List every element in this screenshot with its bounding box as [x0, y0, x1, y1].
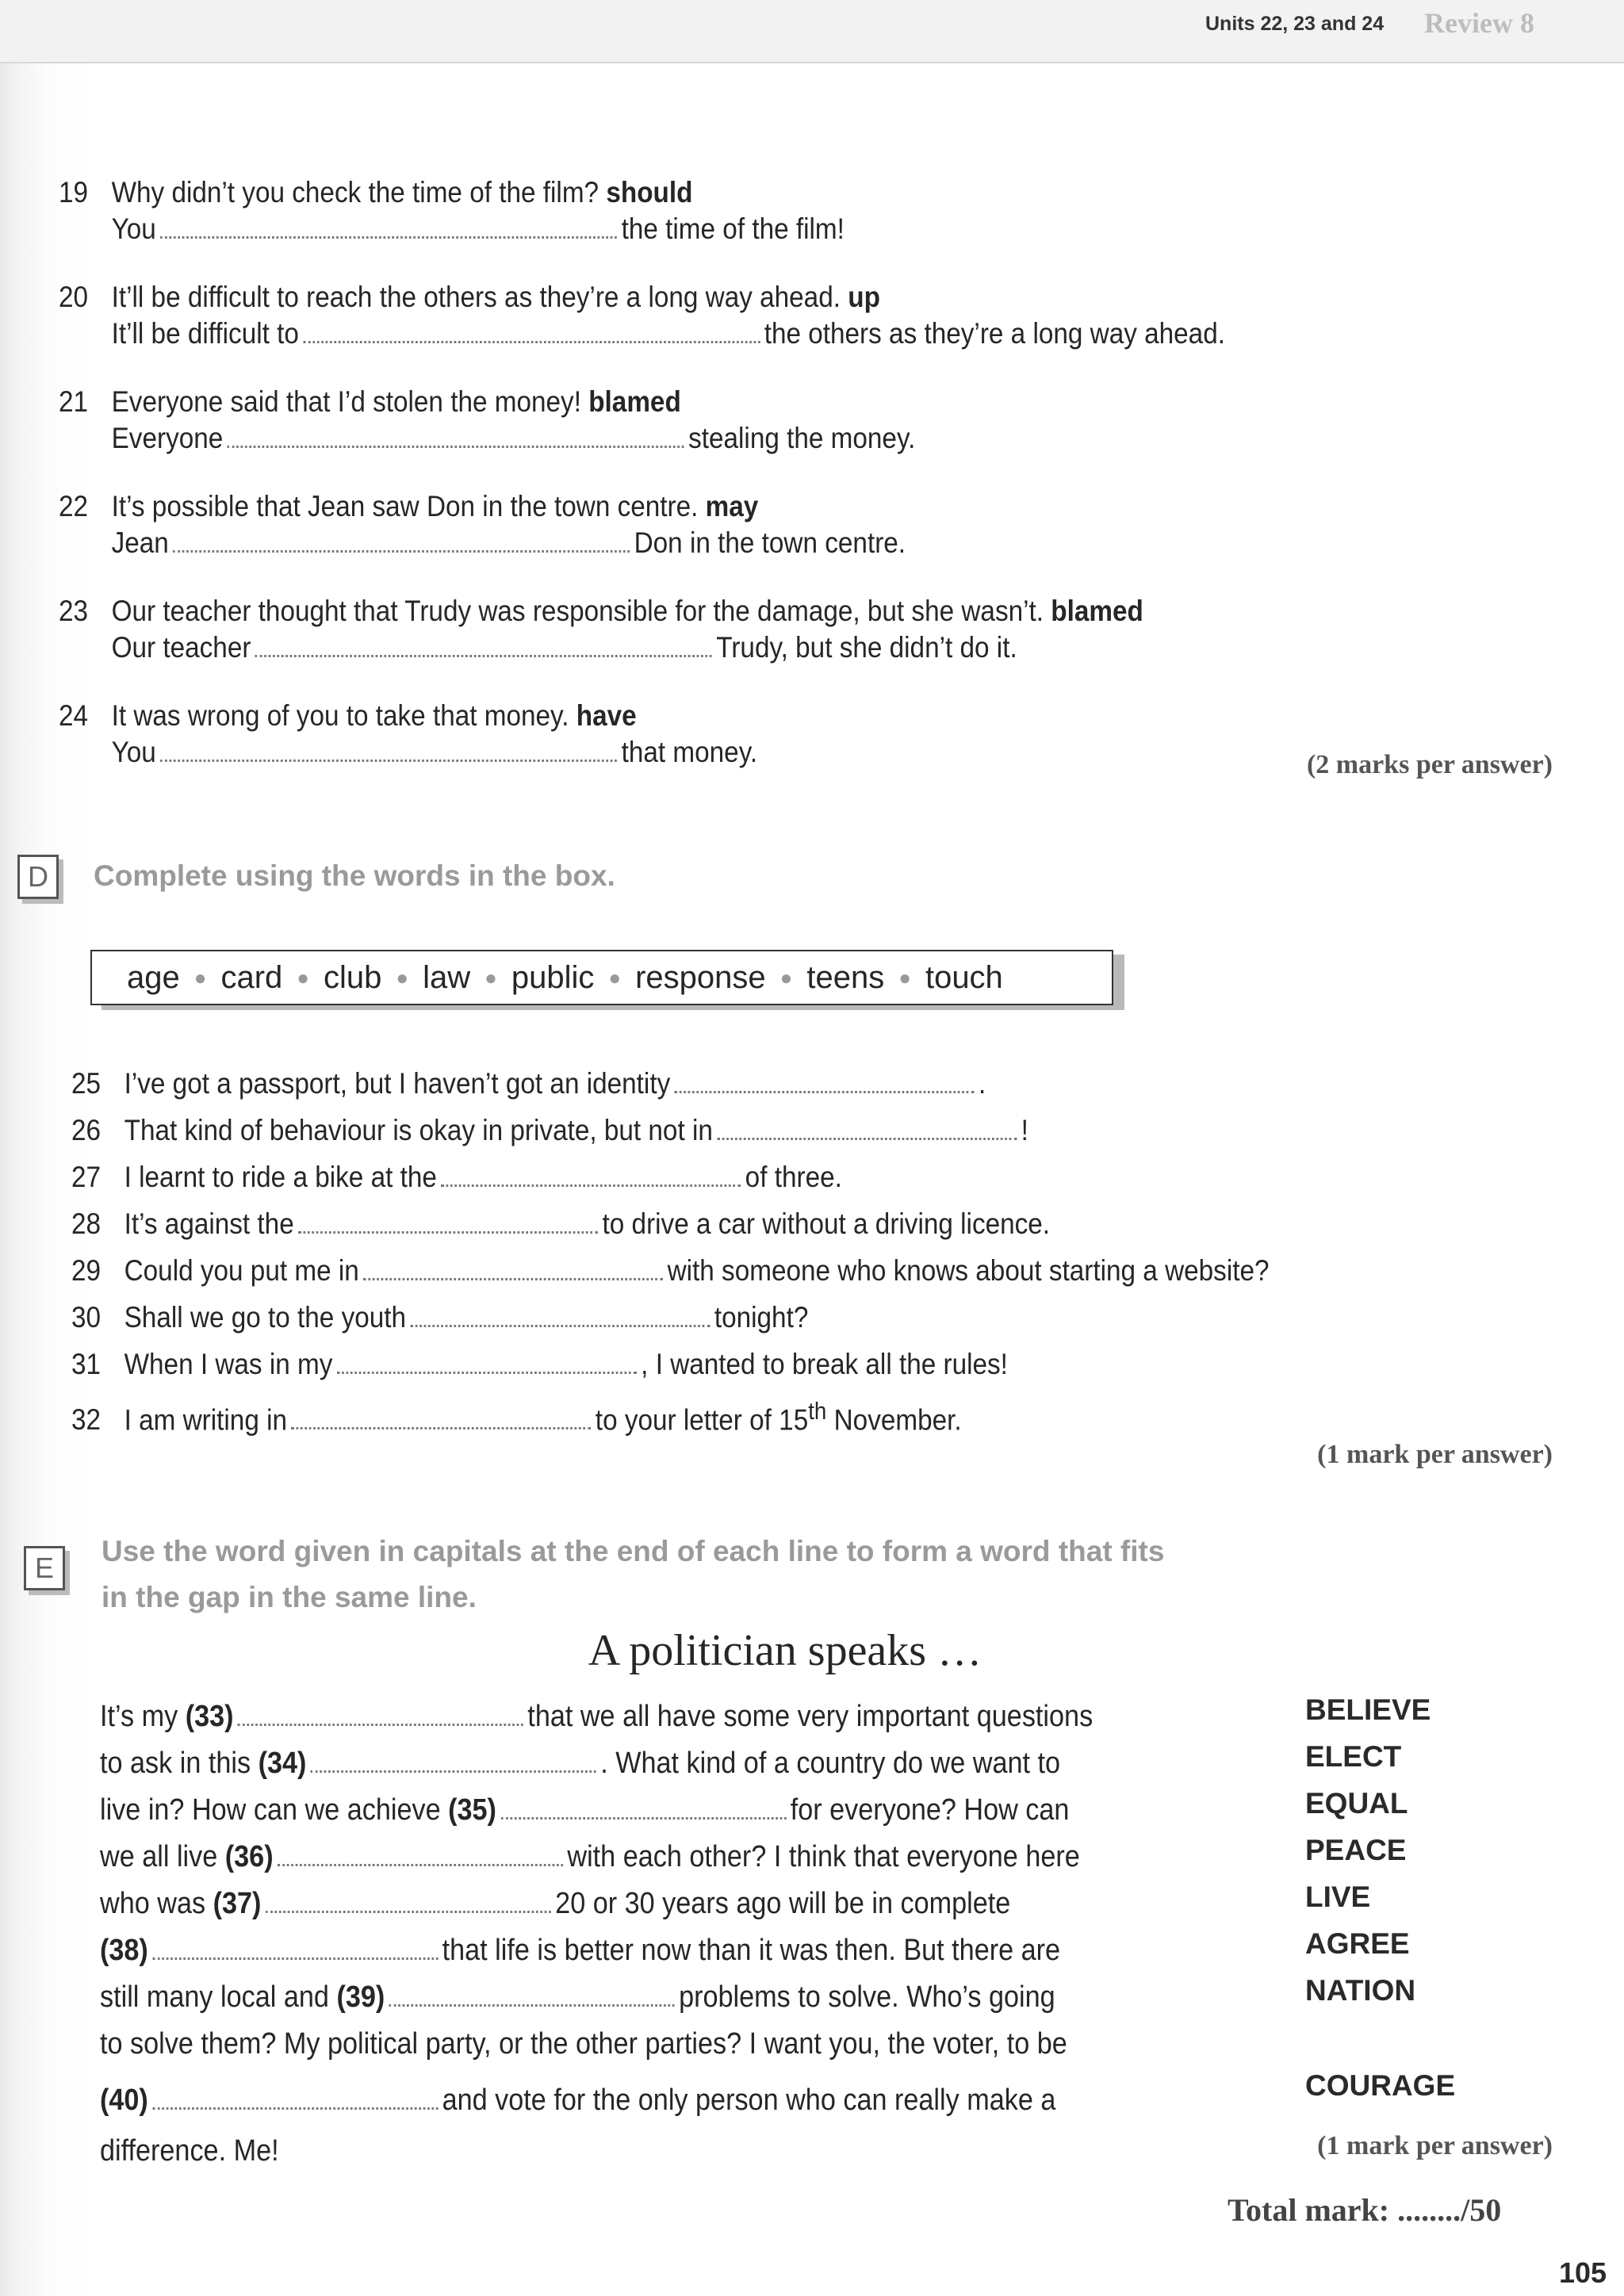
question-30: 30 Shall we go to the youth tonight? [71, 1301, 809, 1334]
answer-blank[interactable] [160, 753, 617, 762]
section-e-letter: E [24, 1546, 65, 1590]
answer-blank[interactable] [160, 230, 617, 239]
passage-line-5: who was (37) 20 or 30 years ago will be in complete [100, 1887, 1011, 1920]
word-age: age [127, 959, 180, 995]
bullet-icon: ● [485, 965, 497, 989]
answer-blank[interactable] [311, 1764, 596, 1773]
answer-blank[interactable] [291, 1421, 591, 1429]
bullet-icon: ● [608, 965, 622, 989]
passage-line-9: (40) and vote for the only person who can really make a [100, 2084, 1056, 2117]
capital-word: LIVE [1305, 1881, 1371, 1913]
answer-blank[interactable] [152, 2101, 438, 2110]
passage-line-10: difference. Me! [100, 2134, 279, 2168]
capital-word: EQUAL [1305, 1787, 1408, 1820]
question-32: 32 I am writing in to your letter of 15th November. [71, 1397, 962, 1437]
word-club: club [324, 959, 382, 995]
word-public: public [511, 959, 595, 995]
passage-title: A politician speaks … [588, 1626, 982, 1675]
passage-line-3: live in? How can we achieve (35) for everyone? How can [100, 1793, 1070, 1827]
question-21: 21 Everyone said that I’d stolen the money! blamed Everyone stealing the money. [59, 385, 916, 454]
capital-word: BELIEVE [1305, 1693, 1431, 1726]
bullet-icon: ● [779, 965, 793, 989]
section-c-marks: (2 marks per answer) [1306, 750, 1553, 779]
question-29: 29 Could you put me in with someone who knows about starting a website? [71, 1254, 1270, 1287]
question-27: 27 I learnt to ride a bike at the of three. [71, 1161, 842, 1193]
section-d-letter: D [17, 855, 59, 899]
answer-blank[interactable] [228, 439, 684, 448]
capital-word: PEACE [1305, 1834, 1407, 1866]
question-31: 31 When I was in my , I wanted to break all the rules! [71, 1348, 1008, 1380]
units-label: Units 22, 23 and 24 [1205, 13, 1385, 35]
passage-line-4: we all live (36) with each other? I think that everyone here [100, 1840, 1080, 1873]
question-25: 25 I’ve got a passport, but I haven’t got an identity . [71, 1067, 986, 1100]
word-law: law [423, 959, 471, 995]
answer-blank[interactable] [717, 1131, 1017, 1140]
answer-blank[interactable] [303, 335, 760, 343]
total-blank[interactable]: ........ [1397, 2192, 1461, 2228]
capital-word: ELECT [1305, 1740, 1402, 1773]
keyword: should [606, 176, 693, 209]
bullet-icon: ● [898, 965, 911, 989]
page-number: 105 [1559, 2256, 1607, 2289]
passage-line-2: to ask in this (34) . What kind of a country do we want to [100, 1747, 1061, 1780]
capital-word: AGREE [1305, 1927, 1410, 1960]
word-touch: touch [925, 959, 1003, 995]
question-24: 24 It was wrong of you to take that money. have You that money. [59, 699, 758, 768]
question-19: 19 Why didn’t you check the time of the film? should You the time of the film! [59, 176, 845, 245]
section-d-instruction: Complete using the words in the box. [94, 859, 615, 892]
bullet-icon: ● [297, 965, 309, 989]
answer-blank[interactable] [173, 544, 630, 553]
question-23: 23 Our teacher thought that Trudy was responsible for the damage, but she wasn’t. blamed Our teacher Trudy, but she didn’t do it. [59, 595, 1143, 664]
keyword: up [848, 281, 880, 313]
answer-blank[interactable] [298, 1225, 598, 1234]
review-label: Review 8 [1424, 7, 1534, 39]
answer-blank[interactable] [238, 1717, 523, 1726]
word-box [90, 950, 1113, 1005]
bullet-icon: ● [193, 965, 207, 989]
section-e-marks: (1 mark per answer) [1317, 2131, 1553, 2160]
question-20: 20 It’ll be difficult to reach the others as they’re a long way ahead. up It’ll be difficult to the others as they’re a long way ahead. [59, 281, 1225, 350]
answer-blank[interactable] [410, 1318, 710, 1327]
word-teens: teens [806, 959, 885, 995]
word-card: card [220, 959, 283, 995]
question-26: 26 That kind of behaviour is okay in private, but not in ! [71, 1114, 1028, 1146]
answer-blank[interactable] [337, 1365, 637, 1374]
answer-blank[interactable] [441, 1178, 741, 1187]
total-mark: Total mark: ......../50 [1228, 2192, 1502, 2228]
section-d-marks: (1 mark per answer) [1317, 1440, 1553, 1469]
passage-line-8: to solve them? My political party, or the other parties? I want you, the voter, to be [100, 2027, 1067, 2061]
keyword: may [705, 490, 759, 522]
keyword: blamed [588, 385, 681, 418]
capital-word: NATION [1305, 1974, 1416, 2007]
capital-word: COURAGE [1305, 2069, 1456, 2102]
answer-blank[interactable] [675, 1085, 975, 1093]
passage-line-1: It’s my (33) that we all have some very important questions [100, 1700, 1094, 1733]
answer-blank[interactable] [278, 1858, 563, 1866]
answer-blank[interactable] [500, 1811, 786, 1820]
passage-line-7: still many local and (39) problems to solve. Who’s going [100, 1980, 1055, 2014]
keyword: blamed [1051, 595, 1143, 627]
question-28: 28 It’s against the to drive a car without a driving licence. [71, 1207, 1051, 1240]
passage-line-6: (38) that life is better now than it was then. But there are [100, 1934, 1061, 1967]
section-e-instruction: Use the word given in capitals at the end of each line to form a word that fits in the gap in the same line. [102, 1535, 1165, 1613]
keyword: have [576, 699, 637, 732]
page-header [0, 0, 1624, 63]
bullet-icon: ● [396, 965, 409, 989]
answer-blank[interactable] [255, 649, 712, 657]
answer-blank[interactable] [363, 1272, 663, 1280]
answer-blank[interactable] [266, 1904, 551, 1913]
word-response: response [635, 959, 766, 995]
answer-blank[interactable] [152, 1951, 438, 1960]
answer-blank[interactable] [389, 1998, 675, 2007]
question-22: 22 It’s possible that Jean saw Don in the town centre. may Jean Don in the town centre. [59, 490, 906, 559]
